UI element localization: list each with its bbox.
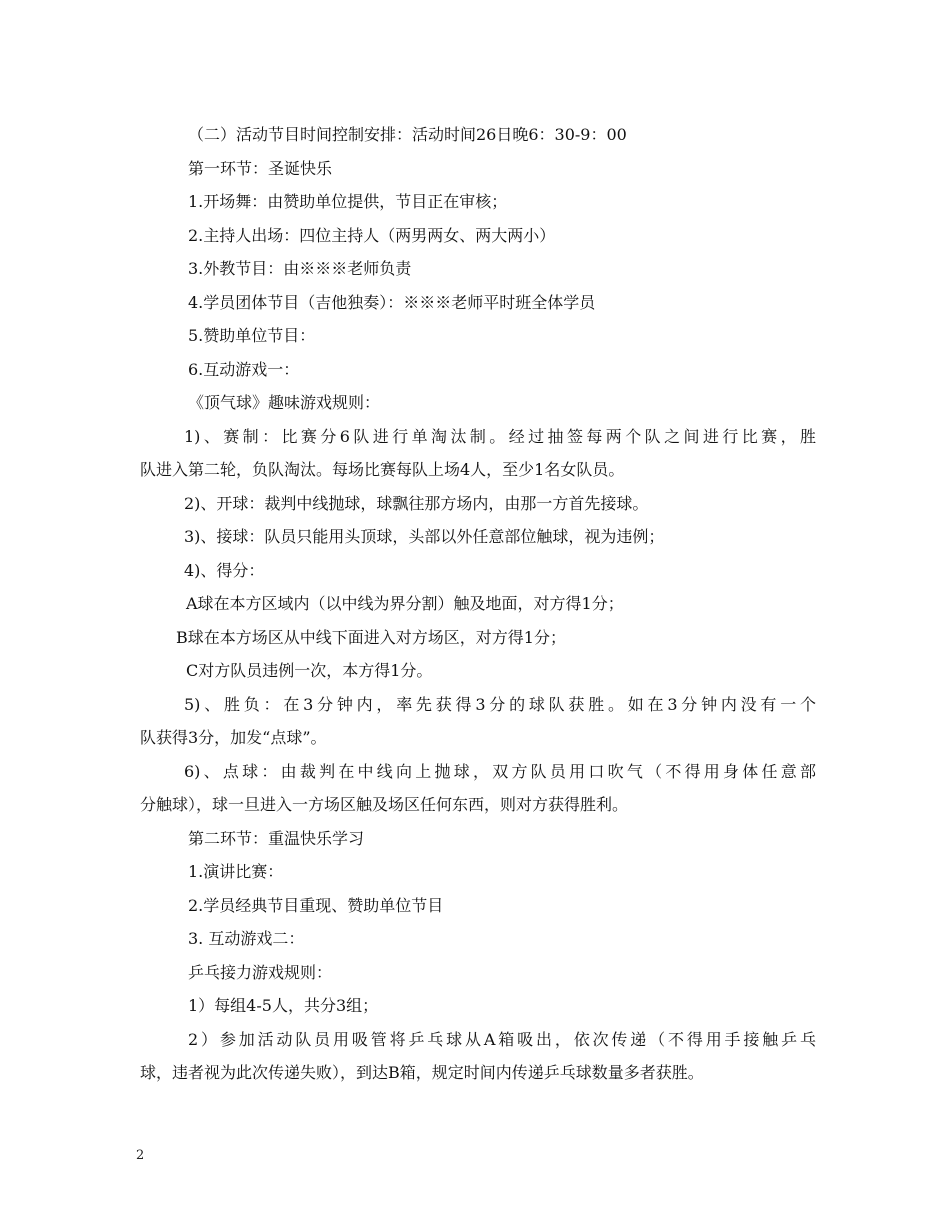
rule-scoring-a: A球在本方区域内（以中线为界分割）触及地面，对方得1分； bbox=[186, 594, 624, 613]
rule-kickoff: 2)、开球：裁判中线抛球，球飘往那方场内，由那一方首先接球。 bbox=[184, 493, 649, 513]
rule-scoring-b: B球在本方场区从中线下面进入对方场区，对方得1分； bbox=[176, 627, 566, 647]
segment-one-heading: 第一环节：圣诞快乐 bbox=[188, 158, 333, 178]
program-item-hosts: 2.主持人出场：四位主持人（两男两女、两大两小） bbox=[188, 225, 556, 245]
pingpong-game-rules-title: 乒乓接力游戏规则： bbox=[188, 962, 333, 982]
pingpong-rule-relay-line-1: 2）参加活动队员用吸管将乒乓球从A箱吸出，依次传递（不得用手接触乒乓 bbox=[188, 1029, 816, 1049]
rule-penalty-line-1: 6)、点球：由裁判在中线向上抛球，双方队员用口吹气（不得用身体任意部 bbox=[184, 761, 816, 781]
rule-receive: 3)、接球：队员只能用头顶球，头部以外任意部位触球，视为违例； bbox=[184, 527, 665, 546]
program-item-game-one: 6.互动游戏一： bbox=[188, 359, 300, 379]
program-item-game-two: 3. 互动游戏二： bbox=[188, 929, 305, 948]
program-item-speech: 1.演讲比赛： bbox=[188, 862, 284, 881]
segment-two-heading: 第二环节：重温快乐学习 bbox=[188, 828, 365, 848]
rule-scoring-heading: 4)、得分： bbox=[184, 560, 265, 580]
rule-win-line-1: 5)、胜负：在3分钟内，率先获得3分的球队获胜。如在3分钟内没有一个 bbox=[184, 694, 816, 714]
page-number: 2 bbox=[136, 1148, 145, 1163]
rule-scoring-c: C对方队员违例一次，本方得1分。 bbox=[186, 661, 433, 680]
program-item-foreign-teacher: 3.外教节目：由※※※老师负责 bbox=[188, 259, 412, 278]
rule-penalty-line-2: 分触球），球一旦进入一方场区触及场区任何东西，则对方获得胜利。 bbox=[140, 795, 629, 814]
document-body bbox=[140, 118, 816, 1090]
program-item-sponsor: 5.赞助单位节目： bbox=[188, 326, 316, 345]
pingpong-rule-relay-line-2: 球，违者视为此次传递失败），到达B箱，规定时间内传递乒乓球数量多者获胜。 bbox=[140, 1063, 704, 1082]
section-heading-schedule: （二）活动节目时间控制安排：活动时间26日晚6：30-9：00 bbox=[188, 125, 627, 144]
rule-format-line-1: 1)、赛制：比赛分6队进行单淘汰制。经过抽签每两个队之间进行比赛，胜 bbox=[184, 426, 816, 446]
program-item-opening-dance: 1.开场舞：由赞助单位提供，节目正在审核； bbox=[188, 192, 508, 211]
program-item-student-group: 4.学员团体节目（吉他独奏）：※※※老师平时班全体学员 bbox=[188, 292, 596, 312]
program-item-classic-replay: 2.学员经典节目重现、赞助单位节目 bbox=[188, 895, 444, 915]
balloon-game-rules-title: 《顶气球》趣味游戏规则： bbox=[188, 393, 381, 412]
rule-win-line-2: 队获得3分，加发“点球”。 bbox=[140, 728, 327, 747]
pingpong-rule-groups: 1）每组4-5人，共分3组； bbox=[188, 996, 379, 1015]
rule-format-line-2: 队进入第二轮，负队淘汰。每场比赛每队上场4人，至少1名女队员。 bbox=[140, 460, 625, 479]
